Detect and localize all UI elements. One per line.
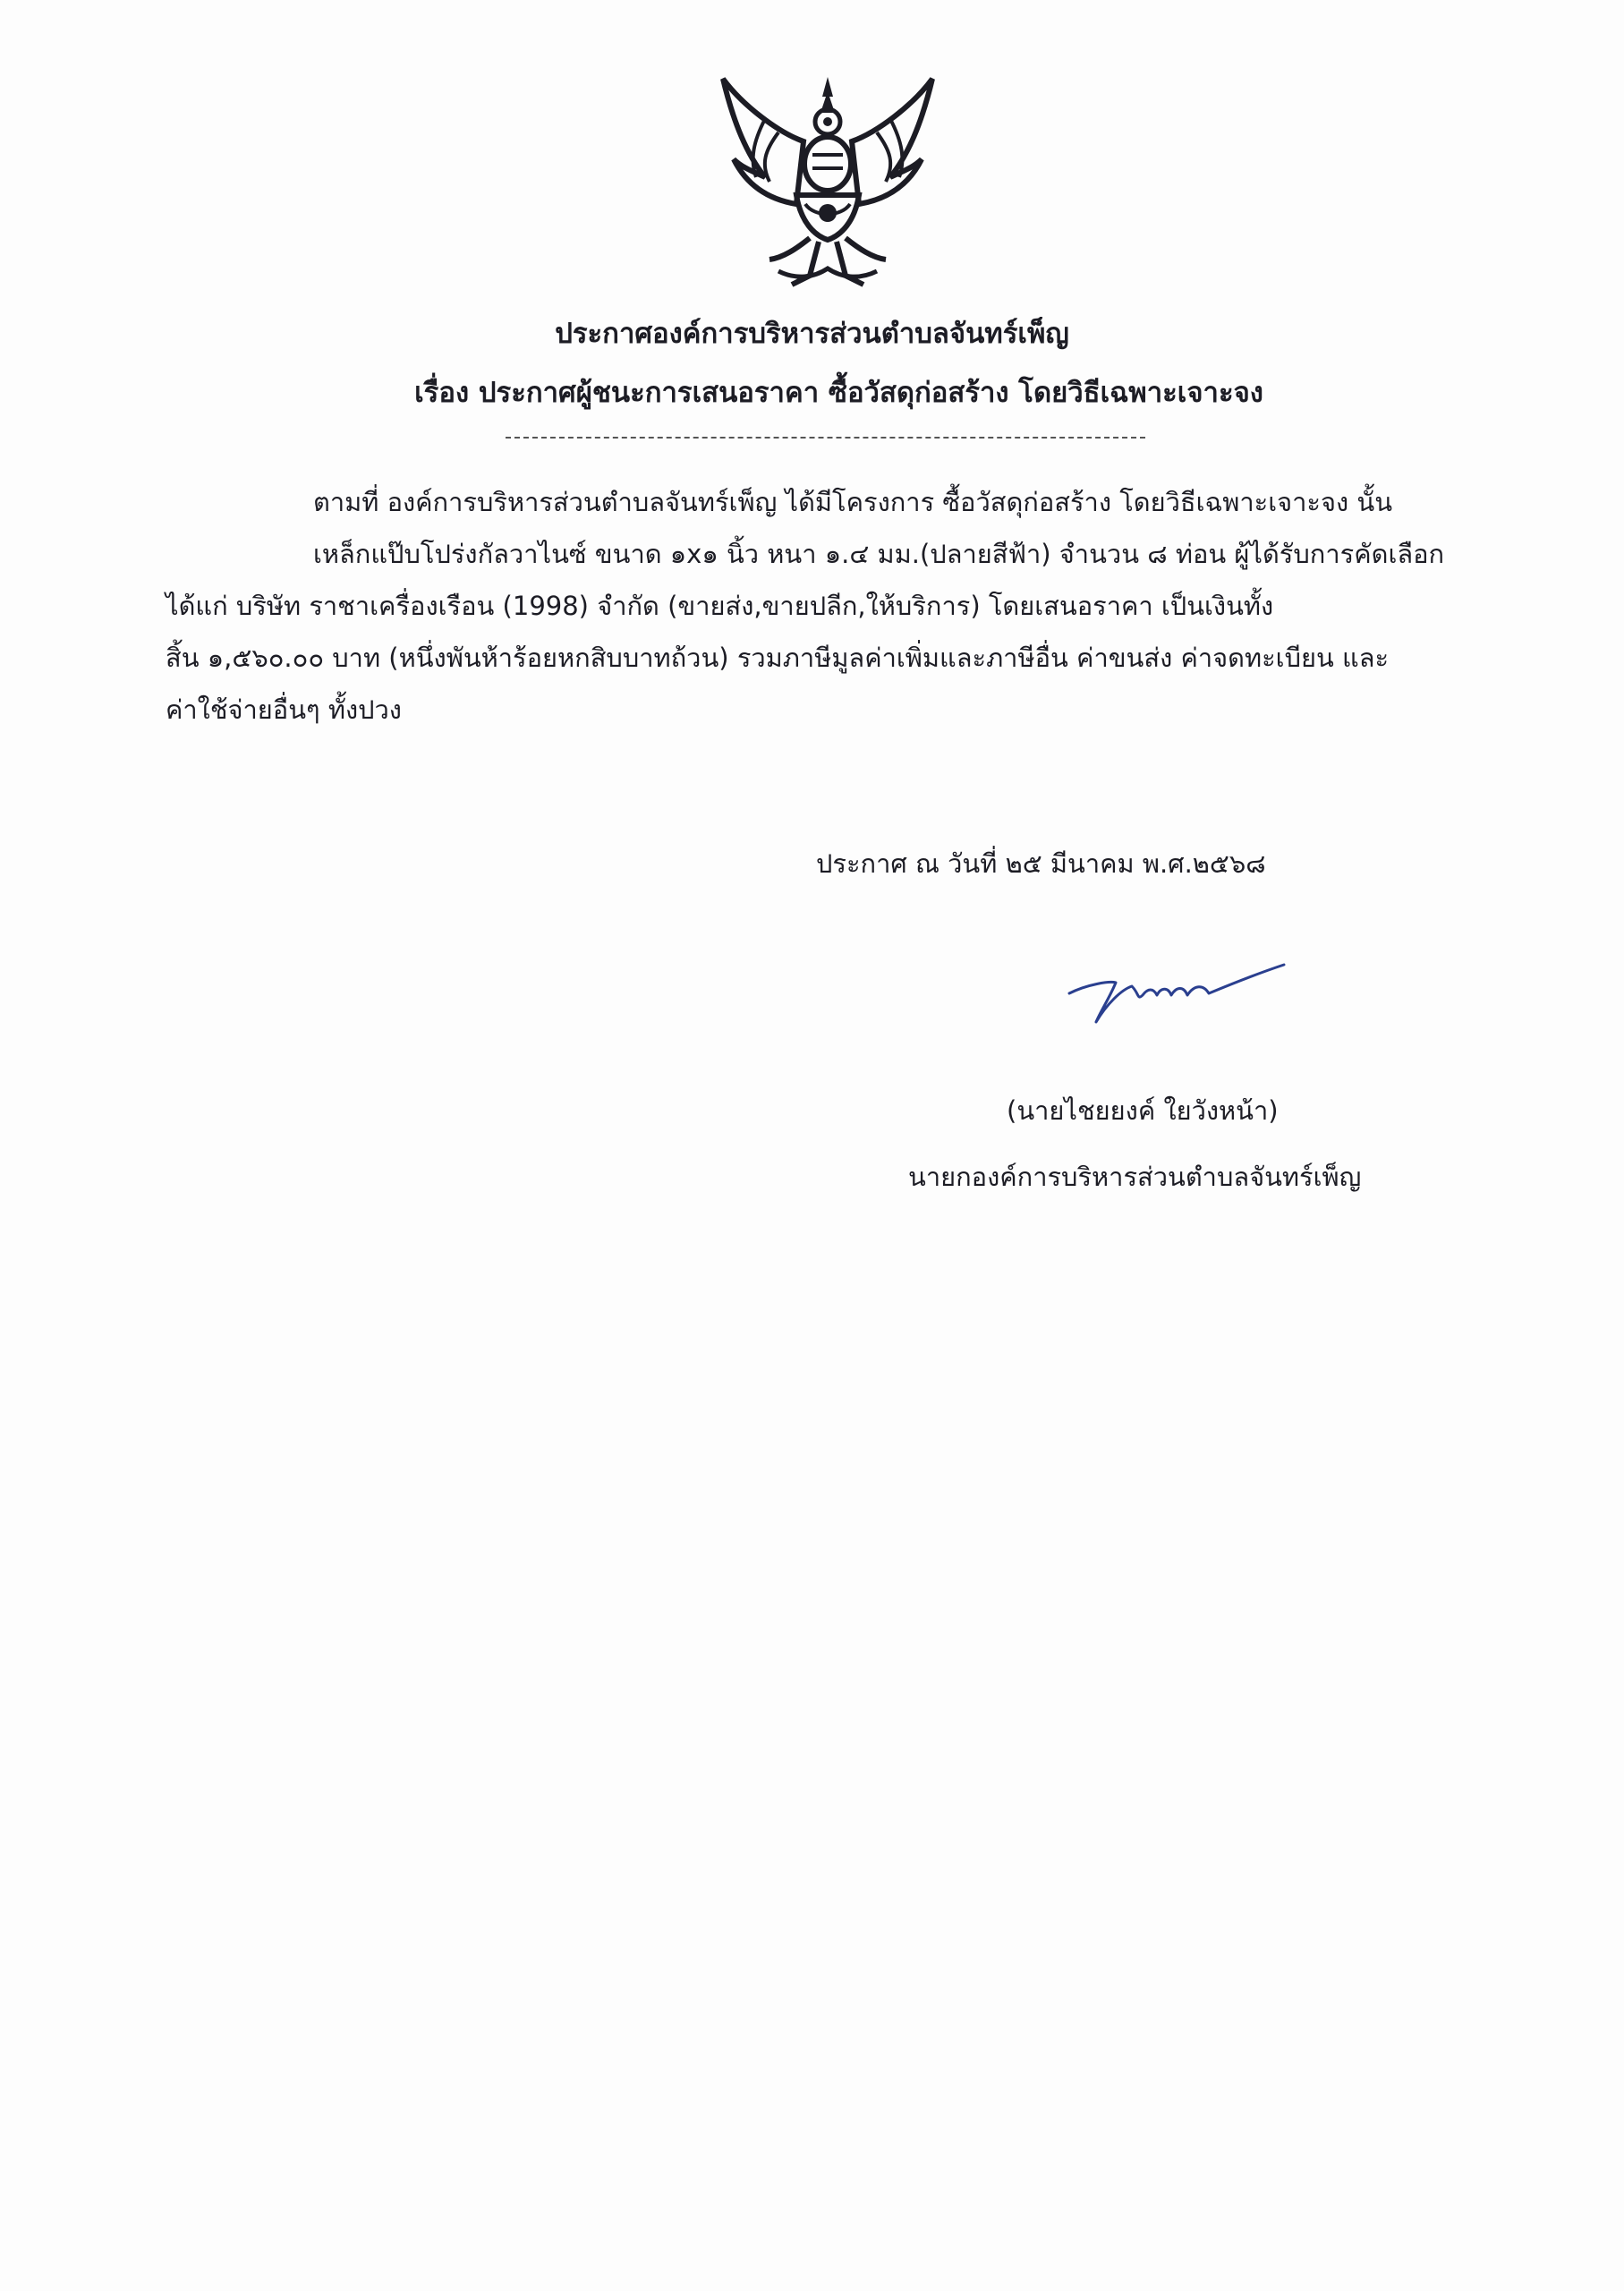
document-title: ประกาศองค์การบริหารส่วนตำบลจันทร์เพ็ญ xyxy=(555,318,1069,350)
announcement-date: ประกาศ ณ วันที่ ๒๕ มีนาคม พ.ศ.๒๕๖๘ xyxy=(816,848,1266,879)
body-line: ค่าใช้จ่ายอื่นๆ ทั้งปวง xyxy=(166,694,402,725)
body-line: ตามที่ องค์การบริหารส่วนตำบลจันทร์เพ็ญ ได้มีโครงการ ซื้อวัสดุก่อสร้าง โดยวิธีเฉพาะเจาะจง นั้น xyxy=(313,487,1393,517)
body-line: เหล็กแป๊บโปร่งกัลวาไนซ์ ขนาด ๑x๑ นิ้ว หนา ๑.๔ มม.(ปลายสีฟ้า) จำนวน ๘ ท่อน ผู้ได้รับการคัดเลือก xyxy=(313,539,1445,569)
handwritten-signature-icon xyxy=(1060,949,1293,1029)
title-block xyxy=(0,304,1624,422)
announcement-body xyxy=(166,476,1472,736)
body-line: ได้แก่ บริษัท ราชาเครื่องเรือน (1998) จำกัด (ขายส่ง,ขายปลีก,ให้บริการ) โดยเสนอราคา เป็นเงินทั้ง xyxy=(166,591,1274,621)
body-line: สิ้น ๑,๕๖๐.๐๐ บาท (หนึ่งพันห้าร้อยหกสิบบาทถ้วน) รวมภาษีมูลค่าเพิ่มและภาษีอื่น ค่าขนส่ง ค่าจดทะเบียน และ xyxy=(166,643,1390,673)
document-subject: เรื่อง ประกาศผู้ชนะการเสนอราคา ซื้อวัสดุก่อสร้าง โดยวิธีเฉพาะเจาะจง xyxy=(414,377,1263,409)
signer-title: นายกองค์การบริหารส่วนตำบลจันทร์เพ็ญ xyxy=(908,1162,1362,1192)
signer-name: (นายไชยยงค์ ใยวังหน้า) xyxy=(1007,1095,1279,1126)
garuda-emblem-icon xyxy=(716,70,940,294)
dashed-line-icon xyxy=(506,437,1145,439)
